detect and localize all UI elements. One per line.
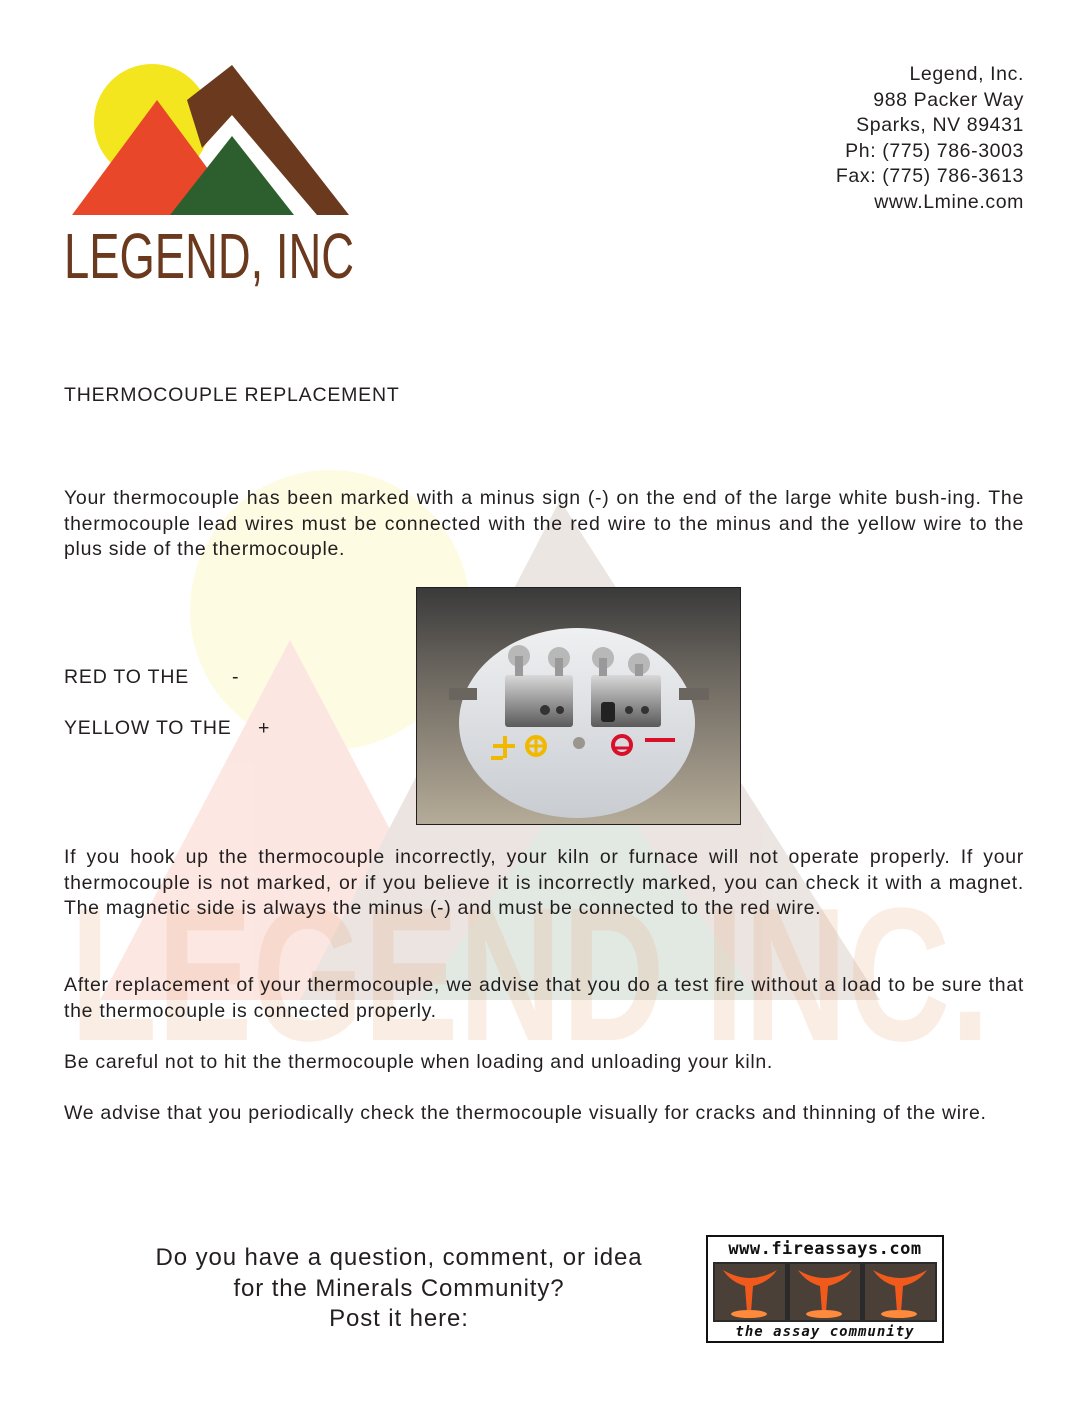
minus-sign: - (232, 666, 240, 688)
yellow-wire-label: YELLOW TO THE (64, 717, 232, 739)
fireassays-badge[interactable] (706, 1235, 944, 1343)
community-callout (120, 1243, 678, 1335)
cta-line-3: Post it here: (329, 1305, 469, 1332)
city-state-zip: Sparks, NV 89431 (856, 114, 1024, 137)
badge-tagline: the assay community (735, 1324, 915, 1340)
cta-line-1: Do you have a question, comment, or idea (155, 1244, 643, 1271)
street-address: 988 Packer Way (873, 88, 1024, 111)
badge-url: www.fireassays.com (728, 1239, 922, 1259)
intro-paragraph: Your thermocouple has been marked with a minus sign (-) on the end of the large white bush-ing. The thermocouple lead wires must be connected with the red wire to the minus and the yellow wire to the plus side of the thermocouple. (64, 487, 1024, 561)
logo-text: LEGEND, INC (64, 220, 354, 292)
watermark-text: LEGEND INC. (70, 869, 990, 1081)
red-wire-label: RED TO THE (64, 666, 190, 688)
company-address (836, 62, 1024, 216)
website-link[interactable]: www.Lmine.com (874, 190, 1024, 213)
careful-loading-paragraph: Be careful not to hit the thermocouple when loading and unloading your kiln. (64, 1051, 774, 1073)
incorrect-hookup-paragraph: If you hook up the thermocouple incorrectly, your kiln or furnace will not operate properly. If your thermocouple is not marked, or if you believe it is incorrectly marked, you can check it with a magnet. The magnetic side is always the minus (-) and must be connected to the red wire. (64, 846, 1024, 920)
company-name: Legend, Inc. (909, 63, 1024, 85)
red-wire-instruction (64, 666, 240, 689)
visual-inspection-paragraph: We advise that you periodically check the thermocouple visually for cracks and thinning of the wire. (64, 1102, 987, 1124)
legend-logo (62, 60, 362, 292)
cta-line-2: for the Minerals Community? (233, 1274, 565, 1302)
phone-number: Ph: (775) 786-3003 (845, 139, 1024, 162)
document-title: THERMOCOUPLE REPLACEMENT (64, 384, 400, 406)
plus-sign: + (258, 717, 271, 739)
thermocouple-photo (416, 587, 741, 825)
pouring-crucible-icon (713, 1262, 937, 1322)
fax-number: Fax: (775) 786-3613 (835, 165, 1024, 188)
test-fire-paragraph: After replacement of your thermocouple, we advise that you do a test fire without a load to be sure that the thermocouple is connected properly. (64, 974, 1024, 1022)
yellow-wire-instruction (64, 717, 271, 740)
